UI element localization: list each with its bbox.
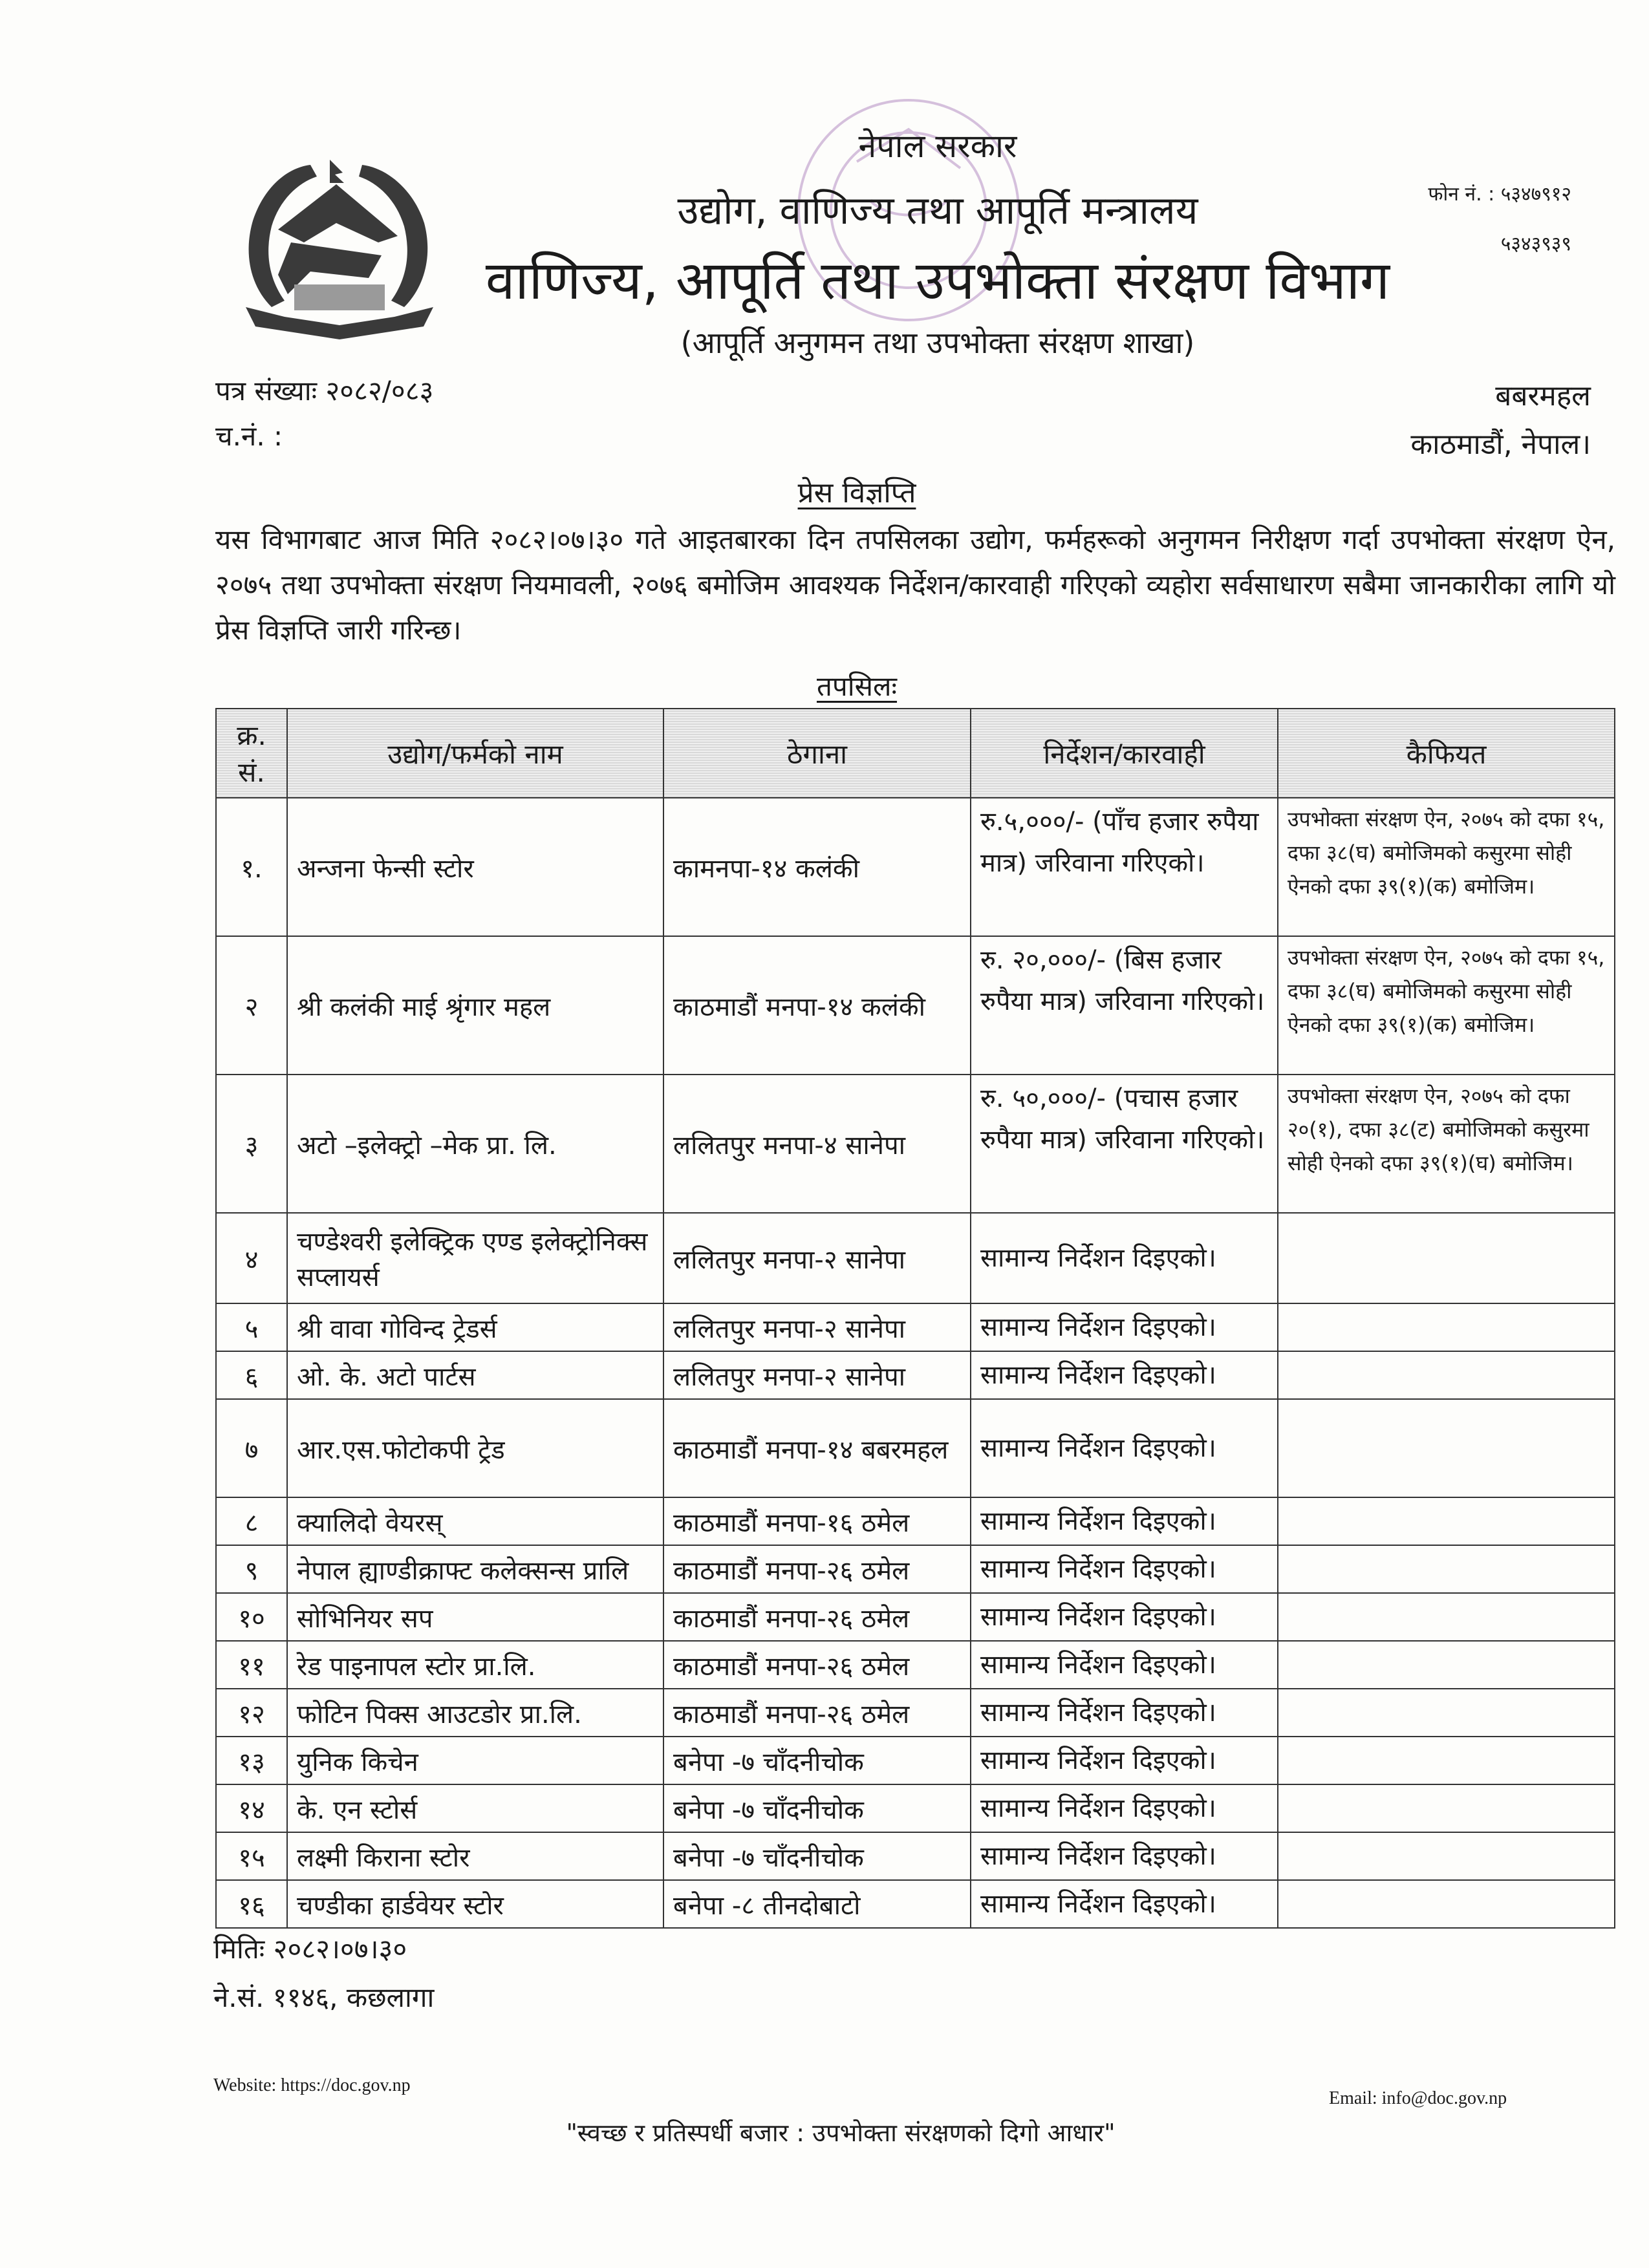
action-cell: रु. २०,०००/- (बिस हजार रुपैया मात्र) जरिवाना गरिएको। (971, 936, 1278, 1075)
table-row (216, 1497, 1615, 1545)
serial-number-cell: ९ (216, 1545, 287, 1593)
table-row (216, 936, 1615, 1075)
government-name: नेपाल सरकार (858, 127, 1017, 165)
remarks-cell (1278, 1737, 1615, 1784)
address-cell: ललितपुर मनपा-२ सानेपा (663, 1213, 971, 1303)
action-cell: सामान्य निर्देशन दिइएको। (971, 1497, 1278, 1545)
address-cell: काठमाडौं मनपा-१४ बबरमहल (663, 1399, 971, 1497)
table-row (216, 1784, 1615, 1832)
table-row (216, 1075, 1615, 1213)
serial-number-cell: १. (216, 798, 287, 936)
table-row (216, 1351, 1615, 1399)
serial-number-cell: ५ (216, 1303, 287, 1351)
firm-name-cell: नेपाल ह्याण्डीक्राफ्ट कलेक्सन्स प्रालि (287, 1545, 663, 1593)
remarks-cell (1278, 1213, 1615, 1303)
email-link[interactable]: Email: info@doc.gov.np (1329, 2088, 1507, 2108)
serial-number-cell: ३ (216, 1075, 287, 1213)
table-row (216, 1213, 1615, 1303)
table-row (216, 1880, 1615, 1928)
table-row (216, 1593, 1615, 1641)
website-link[interactable]: Website: https://doc.gov.np (213, 2075, 411, 2095)
place-line-2: काठमाडौं, नेपाल। (1410, 428, 1591, 461)
footer-date: मितिः २०८२।०७।३० (213, 1933, 407, 1965)
serial-number-cell: १३ (216, 1737, 287, 1784)
address-cell: बनेपा -७ चाँदनीचोक (663, 1784, 971, 1832)
department-name: वाणिज्य, आपूर्ति तथा उपभोक्ता संरक्षण विभाग (485, 250, 1390, 312)
firm-name-cell: युनिक किचेन (287, 1737, 663, 1784)
firm-name-cell: सोभिनियर सप (287, 1593, 663, 1641)
remarks-cell (1278, 1880, 1615, 1928)
firm-name-cell: क्यालिदो वेयरस् (287, 1497, 663, 1545)
table-row (216, 1399, 1615, 1497)
table-row (216, 1545, 1615, 1593)
place-line-1: बबरमहल (1495, 380, 1591, 412)
action-cell: सामान्य निर्देशन दिइएको। (971, 1351, 1278, 1399)
address-cell: काठमाडौं मनपा-२६ ठमेल (663, 1593, 971, 1641)
inspection-table (215, 708, 1615, 1929)
remarks-cell (1278, 1784, 1615, 1832)
press-release-body: यस विभागबाट आज मिति २०८२।०७।३० गते आइतबारका दिन तपसिलका उद्योग, फर्महरूको अनुगमन निरीक्षण गर्दा उपभोक्ता संरक्षण ऐन, २०७५ तथा उपभोक्ता संरक्षण नियमावली, २०७६ बमोजिम आवश्यक निर्देशन/कारवाही गरिएको व्यहोरा सर्वसाधारण सबैमा जानकारीका लागि यो प्रेस विज्ञप्ति जारी गरिन्छ। (215, 524, 1615, 646)
address-cell: काठमाडौं मनपा-२६ ठमेल (663, 1641, 971, 1689)
table-row (216, 1689, 1615, 1737)
action-cell: रु. ५०,०००/- (पचास हजार रुपैया मात्र) जरिवाना गरिएको। (971, 1075, 1278, 1213)
remarks-cell (1278, 1832, 1615, 1880)
footer-nepal-sambat: ने.सं. ११४६, कछलागा (213, 1982, 435, 2013)
dispatch-number: च.नं. : (215, 420, 283, 452)
slogan: "स्वच्छ र प्रतिस्पर्धी बजार : उपभोक्ता संरक्षणको दिगो आधार" (566, 2119, 1116, 2147)
firm-name-cell: रेड पाइनापल स्टोर प्रा.लि. (287, 1641, 663, 1689)
header-address: ठेगाना (663, 709, 971, 798)
remarks-cell (1278, 1303, 1615, 1351)
action-cell: सामान्य निर्देशन दिइएको। (971, 1880, 1278, 1928)
phone-number-2: ५३४३९३९ (1500, 233, 1571, 255)
action-cell: रु.५,०००/- (पाँच हजार रुपैया मात्र) जरिवाना गरिएको। (971, 798, 1278, 936)
table-row (216, 1641, 1615, 1689)
firm-name-cell: के. एन स्टोर्स (287, 1784, 663, 1832)
firm-name-cell: फोटिन पिक्स आउटडोर प्रा.लि. (287, 1689, 663, 1737)
section-name: (आपूर्ति अनुगमन तथा उपभोक्ता संरक्षण शाखा) (680, 325, 1195, 360)
action-cell: सामान्य निर्देशन दिइएको। (971, 1545, 1278, 1593)
serial-number-cell: ७ (216, 1399, 287, 1497)
remarks-cell (1278, 1689, 1615, 1737)
address-cell: कामनपा-१४ कलंकी (663, 798, 971, 936)
remarks-cell (1278, 1351, 1615, 1399)
firm-name-cell: ओ. के. अटो पार्टस (287, 1351, 663, 1399)
serial-number-cell: ११ (216, 1641, 287, 1689)
serial-number-cell: १२ (216, 1689, 287, 1737)
serial-number-cell: २ (216, 936, 287, 1075)
action-cell: सामान्य निर्देशन दिइएको। (971, 1593, 1278, 1641)
table-row (216, 1737, 1615, 1784)
table-row (216, 798, 1615, 936)
action-cell: सामान्य निर्देशन दिइएको। (971, 1737, 1278, 1784)
firm-name-cell: अन्जना फेन्सी स्टोर (287, 798, 663, 936)
address-cell: ललितपुर मनपा-४ सानेपा (663, 1075, 971, 1213)
address-cell: बनेपा -८ तीनदोबाटो (663, 1880, 971, 1928)
action-cell: सामान्य निर्देशन दिइएको। (971, 1784, 1278, 1832)
remarks-cell (1278, 1641, 1615, 1689)
header-firm-name: उद्योग/फर्मको नाम (287, 709, 663, 798)
serial-number-cell: ८ (216, 1497, 287, 1545)
action-cell: सामान्य निर्देशन दिइएको। (971, 1303, 1278, 1351)
details-heading: तपसिलः (816, 670, 898, 702)
address-cell: बनेपा -७ चाँदनीचोक (663, 1832, 971, 1880)
action-cell: सामान्य निर्देशन दिइएको। (971, 1399, 1278, 1497)
table-row (216, 1832, 1615, 1880)
address-cell: काठमाडौं मनपा-१६ ठमेल (663, 1497, 971, 1545)
action-cell: सामान्य निर्देशन दिइएको। (971, 1641, 1278, 1689)
firm-name-cell: चण्डेश्वरी इलेक्ट्रिक एण्ड इलेक्ट्रोनिक्स सप्लायर्स (287, 1213, 663, 1303)
header-serial-number: क्र. सं. (216, 709, 287, 798)
table-header-row (216, 709, 1615, 798)
phone-number-1: ५३४७९१२ (1500, 183, 1571, 206)
firm-name-cell: अटो –इलेक्ट्रो –मेक प्रा. लि. (287, 1075, 663, 1213)
serial-number-cell: १४ (216, 1784, 287, 1832)
remarks-cell: उपभोक्ता संरक्षण ऐन, २०७५ को दफा १५, दफा ३८(घ) बमोजिमको कसुरमा सोही ऐनको दफा ३९(१)(क) बमोजिम। (1278, 936, 1615, 1075)
serial-number-cell: ६ (216, 1351, 287, 1399)
firm-name-cell: चण्डीका हार्डवेयर स्टोर (287, 1880, 663, 1928)
header-remarks: कैफियत (1278, 709, 1615, 798)
address-cell: काठमाडौं मनपा-१४ कलंकी (663, 936, 971, 1075)
phone-line-1 (1428, 180, 1571, 206)
remarks-cell: उपभोक्ता संरक्षण ऐन, २०७५ को दफा १५, दफा ३८(घ) बमोजिमको कसुरमा सोही ऐनको दफा ३९(१)(क) बमोजिम। (1278, 798, 1615, 936)
remarks-cell (1278, 1593, 1615, 1641)
firm-name-cell: लक्ष्मी किराना स्टोर (287, 1832, 663, 1880)
action-cell: सामान्य निर्देशन दिइएको। (971, 1213, 1278, 1303)
address-cell: ललितपुर मनपा-२ सानेपा (663, 1351, 971, 1399)
phone-label: फोन नं. : (1428, 183, 1495, 206)
address-cell: बनेपा -७ चाँदनीचोक (663, 1737, 971, 1784)
firm-name-cell: श्री वावा गोविन्द ट्रेडर्स (287, 1303, 663, 1351)
remarks-cell (1278, 1545, 1615, 1593)
ministry-name: उद्योग, वाणिज्य तथा आपूर्ति मन्त्रालय (677, 188, 1198, 233)
action-cell: सामान्य निर्देशन दिइएको। (971, 1689, 1278, 1737)
firm-name-cell: श्री कलंकी माई श्रृंगार महल (287, 936, 663, 1075)
address-cell: ललितपुर मनपा-२ सानेपा (663, 1303, 971, 1351)
remarks-cell (1278, 1399, 1615, 1497)
table-row (216, 1303, 1615, 1351)
firm-name-cell: आर.एस.फोटोकपी ट्रेड (287, 1399, 663, 1497)
address-cell: काठमाडौं मनपा-२६ ठमेल (663, 1689, 971, 1737)
action-cell: सामान्य निर्देशन दिइएको। (971, 1832, 1278, 1880)
letter-number: पत्र संख्याः २०८२/०८३ (215, 375, 434, 407)
serial-number-cell: ४ (216, 1213, 287, 1303)
address-cell: काठमाडौं मनपा-२६ ठमेल (663, 1545, 971, 1593)
header-action: निर्देशन/कारवाही (971, 709, 1278, 798)
remarks-cell: उपभोक्ता संरक्षण ऐन, २०७५ को दफा २०(१), दफा ३८(ट) बमोजिमको कसुरमा सोही ऐनको दफा ३९(१)(घ) बमोजिम। (1278, 1075, 1615, 1213)
remarks-cell (1278, 1497, 1615, 1545)
serial-number-cell: १० (216, 1593, 287, 1641)
serial-number-cell: १६ (216, 1880, 287, 1928)
serial-number-cell: १५ (216, 1832, 287, 1880)
press-release-title: प्रेस विज्ञप्ति (797, 476, 916, 509)
